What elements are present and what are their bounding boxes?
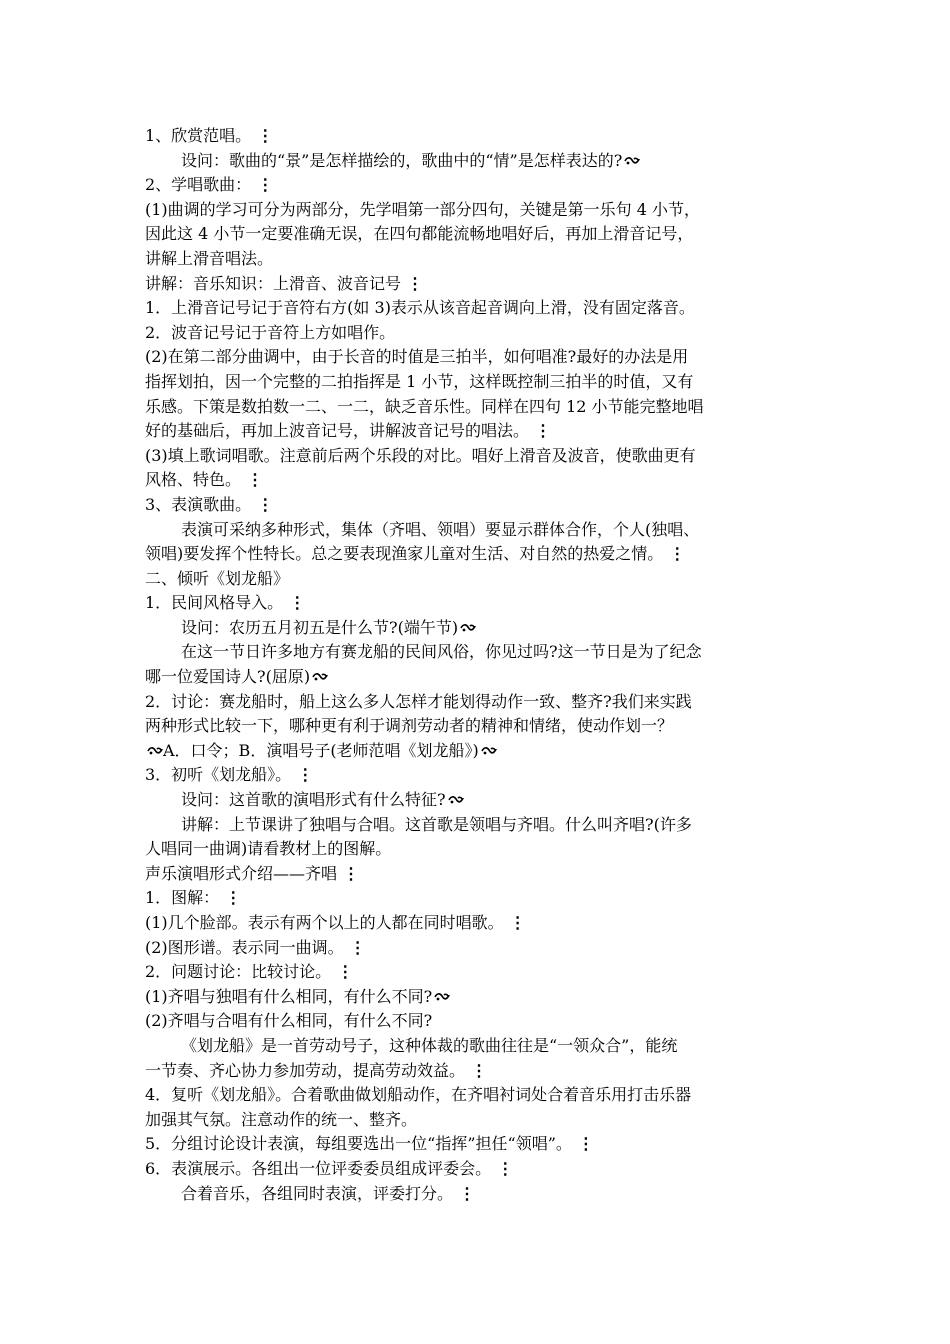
text-line [145, 936, 825, 961]
ellipsis-mark: ⋮ [471, 1060, 488, 1080]
text-line [145, 518, 825, 543]
text-line [145, 1132, 825, 1157]
line-text: 表演可采纳多种形式，集体（齐唱、领唱）要显示群体合作，个人(独唱、 [181, 519, 700, 539]
line-text: (2)图形谱。表示同一曲调。 [145, 937, 344, 957]
text-line [145, 222, 825, 247]
text-line [145, 985, 825, 1010]
line-text: 领唱)要发挥个性特长。总之要表现渔家儿童对生活、对自然的热爱之情。 [145, 544, 664, 564]
text-line [145, 739, 825, 764]
text-line [145, 542, 825, 567]
line-text: 1．民间风格导入。 [145, 593, 284, 613]
text-line [145, 886, 825, 911]
line-text: 风格、特色。 [145, 470, 242, 490]
ellipsis-mark: ⋮ [509, 913, 526, 932]
line-text: 因此这 4 小节一定要准确无误，在四句都能流畅地唱好后，再加上滑音记号， [145, 224, 694, 244]
text-line [145, 395, 825, 420]
text-line [145, 370, 825, 395]
line-text: 1、欣赏范唱。 [145, 126, 252, 145]
text-line [145, 911, 825, 936]
text-line [145, 1034, 825, 1059]
text-line [145, 1009, 825, 1034]
line-text: 1．上滑音记号记于音符右方(如 3)表示从该音起音调向上滑，没有固定落音。 [145, 298, 695, 318]
ellipsis-mark: ⋮ [289, 593, 306, 613]
line-text: 在这一节日许多地方有赛龙船的民间风俗，你见过吗?这一节日是为了纪念 [181, 642, 702, 662]
ellipsis-mark: ⋮ [343, 863, 360, 883]
line-text: 乐感。下策是数拍数一二、一二，缺乏音乐性。同样在四句 12 小节能完整地唱 [145, 396, 704, 416]
line-text: 讲解上滑音唱法。 [145, 248, 274, 268]
text-line [145, 173, 825, 198]
line-text: 3．初听《划龙船》。 [145, 765, 292, 785]
line-text: 1．图解： [145, 888, 220, 908]
paragraph-mark-icon [481, 745, 497, 757]
text-line [145, 468, 825, 493]
text-line [145, 1108, 825, 1133]
ellipsis-mark: ⋮ [459, 1183, 476, 1203]
paragraph-mark-icon [147, 745, 163, 757]
ellipsis-mark: ⋮ [669, 544, 686, 564]
text-line [145, 493, 825, 518]
line-text: 好的基础后，再加上波音记号，讲解波音记号的唱法。 [145, 421, 530, 441]
line-text: 声乐演唱形式介绍——齐唱 [145, 863, 338, 883]
line-text: (1)齐唱与独唱有什么相同，有什么不同? [145, 986, 433, 1006]
text-line [145, 640, 825, 665]
line-text: (1)曲调的学习可分为两部分，先学唱第一部分四句，关键是第一乐句 4 小节， [145, 199, 701, 219]
text-line [145, 321, 825, 346]
text-line [145, 444, 825, 469]
paragraph-mark-icon [460, 622, 476, 634]
document-body [145, 124, 825, 1206]
ellipsis-mark: ⋮ [577, 1134, 594, 1154]
line-text: 两种形式比较一下，哪种更有利于调剂劳动者的精神和情绪，使动作划一？ [145, 716, 674, 736]
text-line [145, 616, 825, 641]
line-text: 5．分组讨论设计表演，每组要选出一位“指挥”担任“领唱”。 [145, 1134, 572, 1154]
paragraph-mark-icon [624, 155, 640, 167]
line-text: 二、倾听《划龙船》 [145, 568, 290, 588]
line-text: 4．复听《划龙船》。合着歌曲做划船动作，在齐唱衬词处合着音乐用打击乐器 [145, 1085, 692, 1105]
text-line [145, 1083, 825, 1108]
text-line [145, 763, 825, 788]
ellipsis-mark: ⋮ [535, 421, 552, 441]
line-text: (1)几个脸部。表示有两个以上的人都在同时唱歌。 [145, 913, 504, 932]
text-line [145, 567, 825, 592]
text-line [145, 960, 825, 985]
paragraph-mark-icon [448, 794, 464, 806]
paragraph-mark-icon [434, 991, 450, 1003]
text-line [145, 1157, 825, 1182]
text-line [145, 149, 825, 174]
ellipsis-mark: ⋮ [297, 765, 314, 785]
text-line [145, 272, 825, 297]
line-text: 3、表演歌曲。 [145, 494, 252, 514]
line-text: (2)在第二部分曲调中，由于长音的时值是三拍半，如何唱准?最好的办法是用 [145, 347, 689, 367]
line-text: 一节奏、齐心协力参加劳动，提高劳动效益。 [145, 1060, 466, 1080]
text-line [145, 714, 825, 739]
line-text: 2、学唱歌曲： [145, 175, 252, 195]
line-text: 设问：歌曲的“景”是怎样描绘的，歌曲中的“情”是怎样表达的? [181, 150, 623, 170]
ellipsis-mark: ⋮ [497, 1158, 514, 1178]
text-line [145, 690, 825, 715]
text-line [145, 124, 825, 149]
text-line [145, 419, 825, 444]
line-text: (2)齐唱与合唱有什么相同，有什么不同? [145, 1011, 433, 1031]
paragraph-mark-icon [312, 671, 328, 683]
text-line [145, 837, 825, 862]
line-text: 设问：农历五月初五是什么节?(端午节) [181, 617, 459, 637]
line-text: 2．问题讨论：比较讨论。 [145, 962, 332, 982]
text-line [145, 813, 825, 838]
text-line [145, 665, 825, 690]
text-line [145, 1182, 825, 1207]
ellipsis-mark: ⋮ [407, 273, 424, 293]
ellipsis-mark: ⋮ [247, 470, 264, 490]
ellipsis-mark: ⋮ [349, 937, 366, 957]
ellipsis-mark: ⋮ [225, 888, 242, 908]
line-text: 人唱同一曲调)请看教材上的图解。 [145, 839, 392, 859]
line-text: (3)填上歌词唱歌。注意前后两个乐段的对比。唱好上滑音及波音，使歌曲更有 [145, 445, 696, 465]
ellipsis-mark: ⋮ [257, 126, 274, 145]
text-line [145, 1059, 825, 1084]
text-line [145, 345, 825, 370]
text-line [145, 198, 825, 223]
line-text: 合着音乐，各组同时表演，评委打分。 [181, 1183, 454, 1203]
text-line [145, 296, 825, 321]
ellipsis-mark: ⋮ [257, 175, 274, 195]
text-line [145, 247, 825, 272]
text-line [145, 862, 825, 887]
line-text: 指挥划拍，因一个完整的二拍指挥是 1 小节，这样既控制三拍半的时值，又有 [145, 371, 694, 391]
line-text: A．口令；B．演唱号子(老师范唱《划龙船》) [163, 740, 479, 760]
line-text: 6．表演展示。各组出一位评委委员组成评委会。 [145, 1158, 492, 1178]
text-line [145, 788, 825, 813]
line-text: 2．讨论：赛龙船时，船上这么多人怎样才能划得动作一致、整齐?我们来实践 [145, 691, 692, 711]
line-text: 加强其气氛。注意动作的统一、整齐。 [145, 1109, 418, 1129]
line-text: 2．波音记号记于音符上方如唱作。 [145, 322, 396, 342]
ellipsis-mark: ⋮ [337, 962, 354, 982]
line-text: 讲解：上节课讲了独唱与合唱。这首歌是领唱与齐唱。什么叫齐唱?(许多 [181, 814, 692, 834]
text-line [145, 591, 825, 616]
line-text: 设问：这首歌的演唱形式有什么特征? [181, 790, 446, 810]
ellipsis-mark: ⋮ [257, 494, 274, 514]
line-text: 《划龙船》是一首劳动号子，这种体裁的歌曲往往是“一领众合”，能统 [181, 1035, 678, 1055]
line-text: 哪一位爱国诗人?(屈原) [145, 667, 311, 687]
line-text: 讲解：音乐知识：上滑音、波音记号 [145, 273, 402, 293]
